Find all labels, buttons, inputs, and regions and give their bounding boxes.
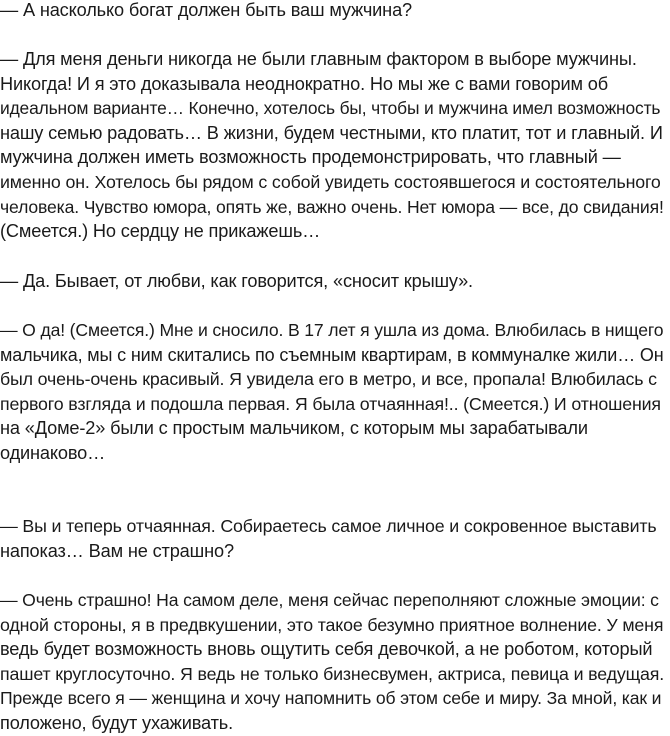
text-line: — А насколько богат должен быть ваш мужчина? — [0, 0, 412, 20]
text-line: первого взгляда и подошла первая. Я была отчаянная!.. (Смеется.) И отношения — [0, 393, 661, 414]
question-paragraph-1 — [0, 0, 412, 23]
text-line: одной стороны, я в предвкушении, это такое безумно приятное волнение. У меня — [0, 614, 664, 635]
text-line: мужчина должен иметь возможность продемонстрировать, что главный — — [0, 147, 621, 168]
question-paragraph-3 — [0, 514, 656, 563]
text-line: — О да! (Смеется.) Мне и сносило. В 17 лет я ушла из дома. Влюбилась в нищего — [0, 320, 664, 340]
text-line: положено, будут ухаживать. — [0, 712, 233, 733]
text-line: именно он. Хотелось бы рядом с собой увидеть состоявшегося и состоятельного — [0, 171, 661, 192]
text-line: мальчика, мы с ним скитались по съемным квартирам, в коммуналке жили… Он — [0, 344, 664, 365]
text-line: Прежде всего я — женщина и хочу напомнить об этом себе и миру. За мной, как и — [0, 688, 662, 709]
text-line: одинаково… — [0, 442, 106, 463]
text-line: (Смеется.) Но сердцу не прикажешь… — [0, 221, 321, 242]
text-line: напоказ… Вам не страшно? — [0, 540, 234, 561]
text-line: — Очень страшно! На самом деле, меня сейчас переполняют сложные эмоции: с — [0, 590, 659, 610]
text-line: ведь будет возможность вновь ощутить себя девочкой, а не роботом, который — [0, 639, 653, 660]
text-line: нашу семью радовать… В жизни, будем честными, кто платит, тот и главный. И — [0, 122, 663, 143]
text-line: идеальном варианте… Конечно, хотелось бы, чтобы и мужчина имел возможность — [0, 98, 661, 119]
answer-paragraph-3 — [0, 588, 664, 736]
text-line: — Для меня деньги никогда не были главным фактором в выборе мужчины. — [0, 49, 637, 69]
text-line: — Да. Бывает, от любви, как говорится, «сносит крышу». — [0, 271, 473, 291]
text-line: Никогда! И я это доказывала неоднократно. Но мы же с вами говорим об — [0, 73, 608, 94]
question-paragraph-2 — [0, 269, 473, 294]
text-line: пашет круглосуточно. Я ведь не только бизнесвумен, актриса, певица и ведущая. — [0, 663, 665, 684]
text-line: на «Доме-2» были с простым мальчиком, с которым мы зарабатывали — [0, 418, 588, 439]
answer-paragraph-2 — [0, 318, 664, 466]
text-line: был очень-очень красивый. Я увидела его в метро, и все, пропала! Влюбилась с — [0, 369, 657, 390]
text-line: — Вы и теперь отчаянная. Собираетесь самое личное и сокровенное выставить — [0, 516, 657, 536]
answer-paragraph-1 — [0, 47, 664, 244]
text-line: человека. Чувство юмора, опять же, важно очень. Нет юмора — все, до свидания! — [0, 196, 664, 217]
